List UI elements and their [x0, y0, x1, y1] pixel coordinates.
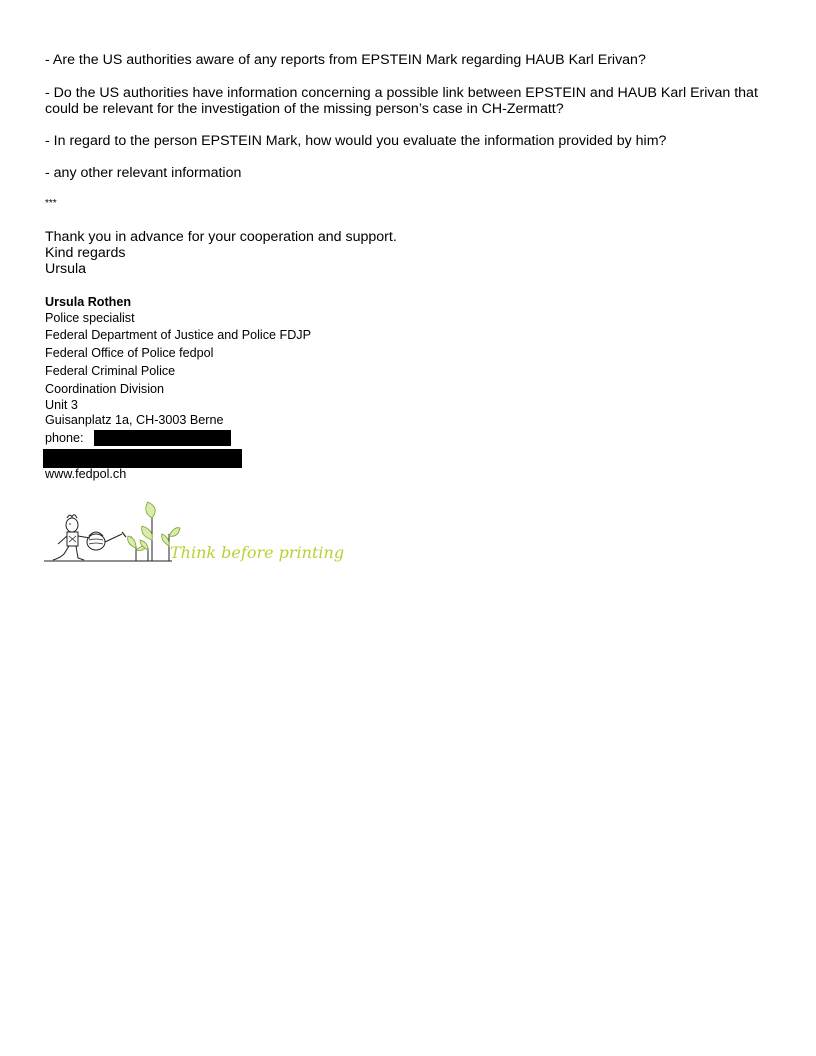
- question-1: - Are the US authorities aware of any reports from EPSTEIN Mark regarding HAUB Karl Erivan?: [45, 52, 646, 68]
- closing-thanks: Thank you in advance for your cooperation and support.: [45, 229, 397, 245]
- question-3: - In regard to the person EPSTEIN Mark, how would you evaluate the information provided by him?: [45, 133, 667, 149]
- closing-first-name: Ursula: [45, 261, 86, 277]
- signature-title: Police specialist: [45, 311, 135, 325]
- logo-tagline: Think before printing: [170, 543, 345, 562]
- signature-phone-label: phone:: [45, 431, 84, 445]
- signature-department: Federal Department of Justice and Police FDJP: [45, 328, 311, 342]
- signature-office: Federal Office of Police fedpol: [45, 346, 214, 360]
- signature-website[interactable]: www.fedpol.ch: [45, 467, 127, 481]
- separator: ***: [45, 198, 57, 209]
- signature-division: Coordination Division: [45, 382, 165, 396]
- question-4: - any other relevant information: [45, 165, 242, 181]
- signature-unit: Unit 3: [45, 398, 78, 412]
- question-2: - Do the US authorities have information concerning a possible link between EPSTEIN and HAUB Karl Erivan that could be relevant for the investigation of the missing person’s case in CH-Zermatt?: [45, 85, 758, 117]
- think-before-printing-logo: [44, 500, 349, 571]
- gardener-with-watering-can-icon: [44, 500, 349, 566]
- closing-regards: Kind regards: [45, 245, 126, 261]
- redacted-phone: [94, 430, 231, 446]
- signature-name: Ursula Rothen: [45, 295, 132, 309]
- redacted-email: [43, 449, 242, 468]
- signature-branch: Federal Criminal Police: [45, 364, 176, 378]
- signature-address: Guisanplatz 1a, CH-3003 Berne: [45, 413, 224, 427]
